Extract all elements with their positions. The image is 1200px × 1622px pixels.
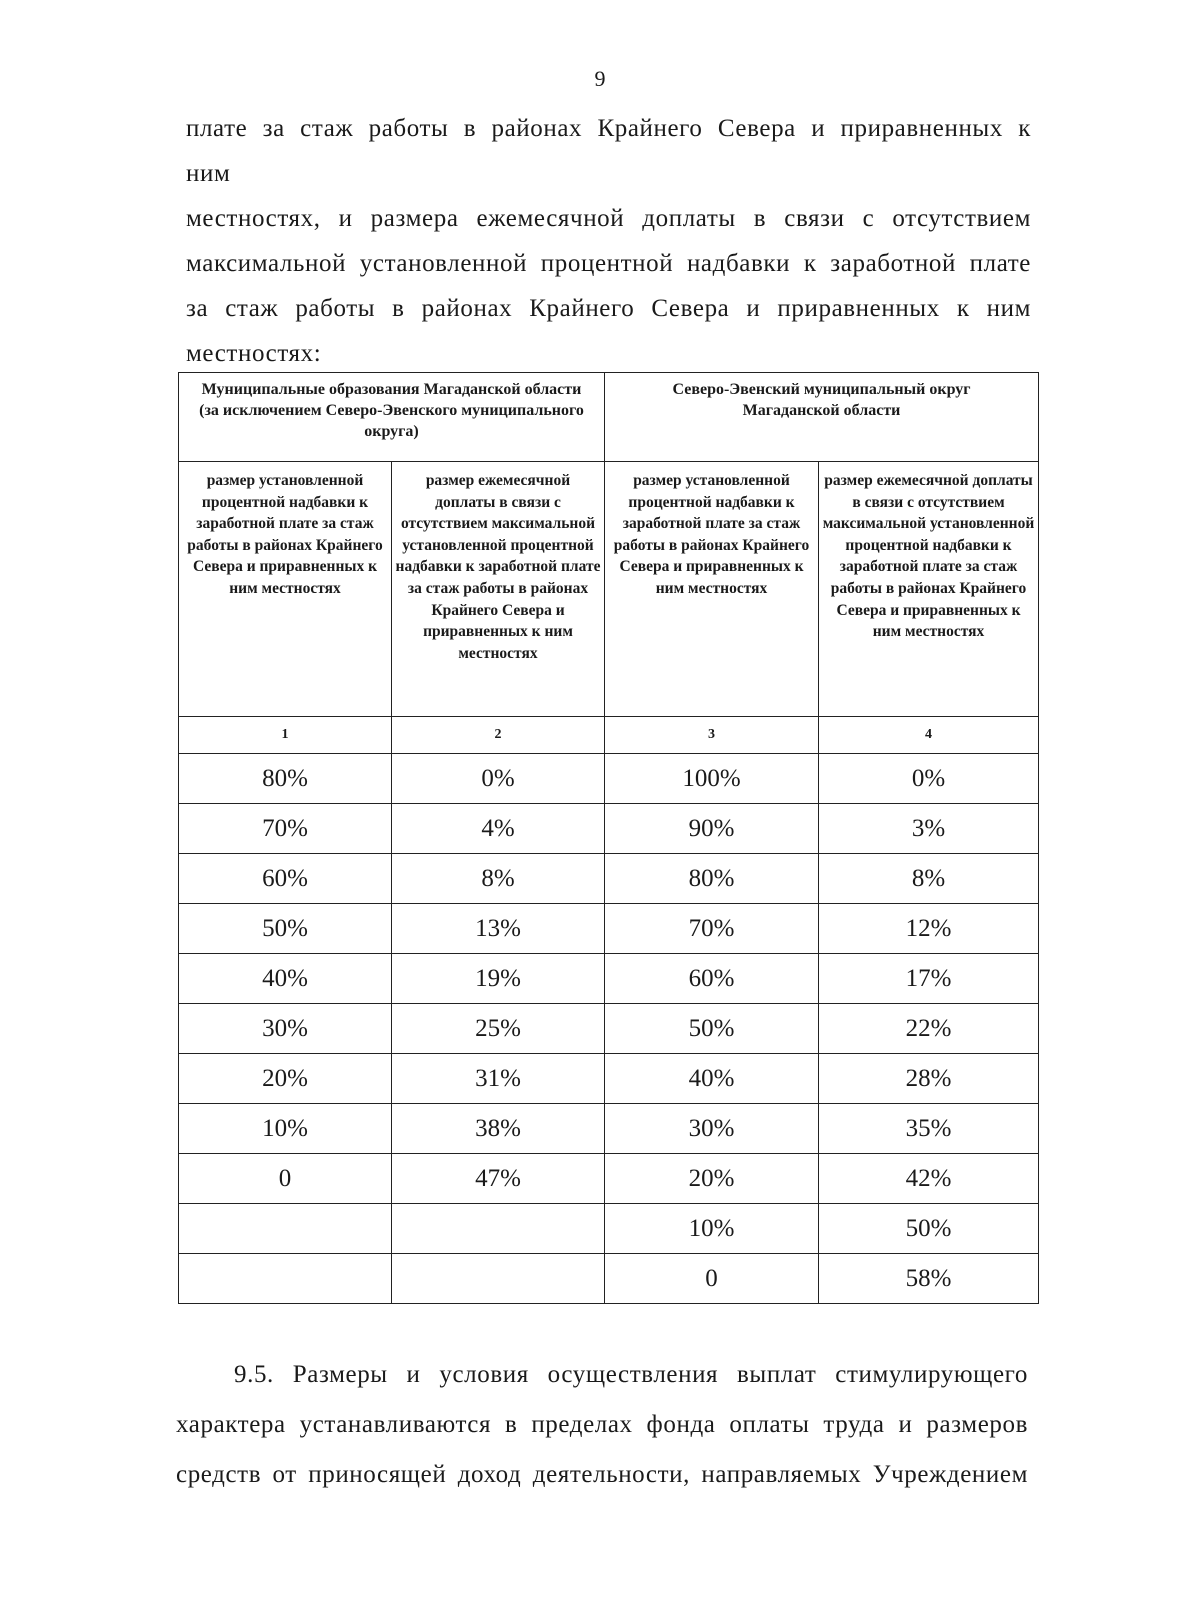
table-cell: 22% (819, 1004, 1039, 1054)
table-cell: 10% (179, 1104, 392, 1154)
table-cell: 3% (819, 804, 1039, 854)
table-cell: 17% (819, 954, 1039, 1004)
table-cell: 80% (179, 754, 392, 804)
paragraph-line: 9.5. Размеры и условия осуществления выплат стимулирующего (234, 1361, 1028, 1388)
table-row (179, 1204, 1039, 1254)
table-cell: 4% (392, 804, 605, 854)
table-cell: 58% (819, 1254, 1039, 1304)
intro-line: плате за стаж работы в районах Крайнего Севера и приравненных к ним (186, 115, 1031, 187)
table-cell: 50% (179, 904, 392, 954)
table-cell: 50% (819, 1204, 1039, 1254)
table-cell (392, 1254, 605, 1304)
group-header-row (179, 373, 1039, 462)
percentage-table (178, 372, 1039, 1304)
table-cell: 70% (179, 804, 392, 854)
column-header-1: размер установленной процентной надбавки к заработной плате за стаж работы в районах Крайнего Севера и приравненных к ним местностях (179, 462, 392, 717)
table-cell: 60% (179, 854, 392, 904)
page-number: 9 (594, 66, 606, 91)
column-number: 4 (819, 717, 1039, 754)
table-cell: 8% (392, 854, 605, 904)
table-row (179, 954, 1039, 1004)
table-row (179, 904, 1039, 954)
table-cell: 10% (605, 1204, 819, 1254)
table-row (179, 1254, 1039, 1304)
table-cell: 12% (819, 904, 1039, 954)
table-cell: 80% (605, 854, 819, 904)
table-row (179, 804, 1039, 854)
column-header-4: размер ежемесячной доплаты в связи с отсутствием максимальной установленной процентной надбавки к заработной плате за стаж работы в районах Крайнего Севера и приравненных к ним местностях (819, 462, 1039, 717)
table-cell: 0 (179, 1154, 392, 1204)
column-number: 3 (605, 717, 819, 754)
column-number: 1 (179, 717, 392, 754)
table-cell: 42% (819, 1154, 1039, 1204)
table-cell: 30% (605, 1104, 819, 1154)
table-cell (179, 1204, 392, 1254)
table-cell: 70% (605, 904, 819, 954)
table-cell: 38% (392, 1104, 605, 1154)
table-row (179, 1004, 1039, 1054)
table-cell: 90% (605, 804, 819, 854)
paragraph-9-5 (176, 1350, 1028, 1500)
table-cell: 19% (392, 954, 605, 1004)
table-cell: 13% (392, 904, 605, 954)
table-cell: 0% (392, 754, 605, 804)
column-header-2: размер ежемесячной доплаты в связи с отсутствием максимальной установленной процентной надбавки к заработной плате за стаж работы в районах Крайнего Севера и приравненных к ним местностях (392, 462, 605, 717)
table-cell: 31% (392, 1054, 605, 1104)
table-row (179, 854, 1039, 904)
intro-line: за стаж работы в районах Крайнего Севера и приравненных к ним (186, 295, 1031, 322)
table-cell: 25% (392, 1004, 605, 1054)
paragraph-line: средств от приносящей доход деятельности, направляемых Учреждением (176, 1461, 1028, 1488)
paragraph-line: характера устанавливаются в пределах фонда оплаты труда и размеров (176, 1411, 1028, 1438)
table-cell: 47% (392, 1154, 605, 1204)
column-header-3: размер установленной процентной надбавки к заработной плате за стаж работы в районах Крайнего Севера и приравненных к ним местностях (605, 462, 819, 717)
table-cell: 20% (605, 1154, 819, 1204)
table-row (179, 1054, 1039, 1104)
table-cell (392, 1204, 605, 1254)
intro-line: местностях, и размера ежемесячной доплаты в связи с отсутствием (186, 205, 1031, 232)
intro-text (186, 106, 1031, 376)
table-cell: 28% (819, 1054, 1039, 1104)
table-row (179, 1154, 1039, 1204)
table-cell: 0 (605, 1254, 819, 1304)
column-number: 2 (392, 717, 605, 754)
table-cell (179, 1254, 392, 1304)
table-cell: 60% (605, 954, 819, 1004)
table-cell: 40% (605, 1054, 819, 1104)
table-cell: 20% (179, 1054, 392, 1104)
column-number-row (179, 717, 1039, 754)
group-header-severo-evensky: Северо-Эвенский муниципальный округ Магаданской области (605, 373, 1039, 462)
column-header-row (179, 462, 1039, 717)
table-cell: 50% (605, 1004, 819, 1054)
table-cell: 8% (819, 854, 1039, 904)
table-row (179, 754, 1039, 804)
table-cell: 35% (819, 1104, 1039, 1154)
intro-line: местностях: (186, 340, 322, 367)
intro-line: максимальной установленной процентной надбавки к заработной плате (186, 250, 1031, 277)
group-header-magadan: Муниципальные образования Магаданской области (за исключением Северо-Эвенского муниципального округа) (179, 373, 605, 462)
table-cell: 40% (179, 954, 392, 1004)
table-cell: 100% (605, 754, 819, 804)
table-cell: 0% (819, 754, 1039, 804)
table-row (179, 1104, 1039, 1154)
table-cell: 30% (179, 1004, 392, 1054)
